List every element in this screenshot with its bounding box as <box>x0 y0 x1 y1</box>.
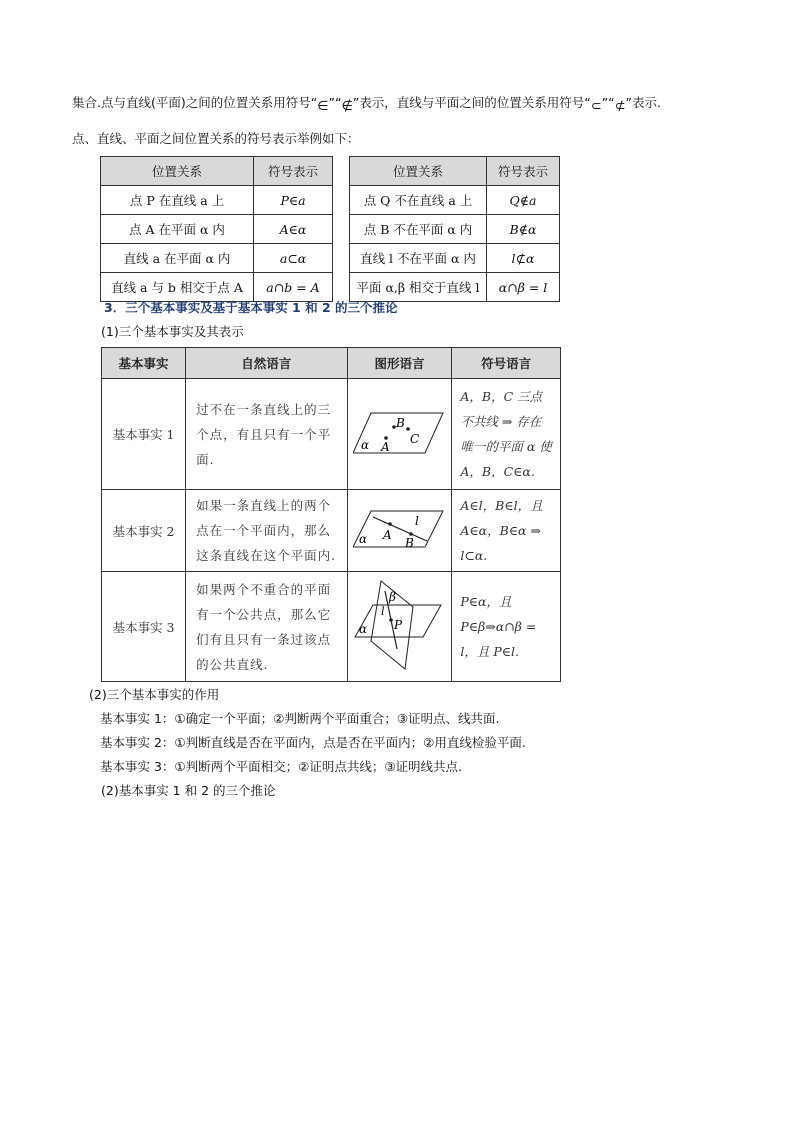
table-row: 基本事实 3 如果两个不重合的平面有一个公共点，那么它们有且只有一条过该点的公共直线. α β l P P∈α，且 P∈β⇒α∩β = l，且 P∈l. <box>102 572 561 682</box>
svg-text:α: α <box>361 437 370 452</box>
svg-text:α: α <box>359 622 368 636</box>
role-fact-1: 基本事实 1：①确定一个平面；②判断两个平面重合；③证明点、线共面. <box>100 711 500 726</box>
not-subset-symbol: ⊄ <box>614 99 626 114</box>
plane-three-points-diagram <box>353 405 445 461</box>
table-row: 点 P 在直线 a 上 P∈a 点 Q 不在直线 a 上 Q∉a <box>101 186 560 215</box>
subset-symbol: ⊂ <box>590 99 602 114</box>
figure-plane-three-points <box>347 379 452 490</box>
relation-table-header: 位置关系 符号表示 位置关系 符号表示 <box>101 157 560 186</box>
table-row: 直线 a 与 b 相交于点 A a∩b = A 平面 α,β 相交于直线 l α∩β = l <box>101 273 560 302</box>
svg-text:A: A <box>383 528 393 542</box>
subsection-3-title: (2)基本事实 1 和 2 的三个推论 <box>101 783 276 798</box>
basic-facts-table <box>101 347 561 682</box>
section-3-title: 3．三个基本事实及基于基本事实 1 和 2 的三个推论 <box>104 300 398 315</box>
svg-text:B: B <box>396 415 406 430</box>
subsection-1-title: (1)三个基本事实及其表示 <box>101 324 244 339</box>
element-of-symbol: ∈ <box>317 99 329 114</box>
relation-table <box>100 156 560 302</box>
svg-text:α: α <box>359 532 368 546</box>
intro-line-2: 点、直线、平面之间位置关系的符号表示举例如下： <box>72 131 360 146</box>
subsection-2-title: (2)三个基本事实的作用 <box>89 687 220 702</box>
table-row: 基本事实 1 过不在一条直线上的三个点，有且只有一个平面. α B A C A，B，C 三点不共线 ⇒ 存在唯一的平面 α 使 A，B，C∈α. <box>102 379 561 490</box>
svg-text:C: C <box>410 431 420 446</box>
role-fact-2: 基本事实 2：①判断直线是否在平面内，点是否在平面内；②用直线检验平面. <box>100 735 526 750</box>
intro-line-1: 集合.点与直线(平面)之间的位置关系用符号“∈”“∉”表示，直线与平面之间的位置关系用符号“⊂”“⊄”表示. <box>72 95 661 114</box>
svg-text:A: A <box>381 439 391 454</box>
not-element-of-symbol: ∉ <box>341 99 353 114</box>
svg-text:B: B <box>405 536 415 550</box>
line-in-plane-diagram <box>353 503 445 555</box>
svg-text:β: β <box>389 590 397 604</box>
basic-facts-header: 基本事实 自然语言 图形语言 符号语言 <box>102 348 561 379</box>
table-row: 点 A 在平面 α 内 A∈α 点 B 不在平面 α 内 B∉α <box>101 215 560 244</box>
role-fact-3: 基本事实 3：①判断两个平面相交；②证明点共线；③证明线共点. <box>100 759 463 774</box>
figure-line-in-plane <box>347 490 452 572</box>
table-row: 基本事实 2 如果一条直线上的两个点在一个平面内，那么这条直线在这个平面内. α A B l A∈l，B∈l，且 A∈α，B∈α ⇒ l⊂α. <box>102 490 561 572</box>
svg-text:l: l <box>381 605 385 618</box>
figure-intersecting-planes <box>347 572 452 682</box>
svg-text:P: P <box>394 618 403 632</box>
svg-text:l: l <box>415 514 420 528</box>
intersecting-planes-diagram <box>353 577 445 673</box>
table-row: 直线 a 在平面 α 内 a⊂α 直线 l 不在平面 α 内 l⊄α <box>101 244 560 273</box>
